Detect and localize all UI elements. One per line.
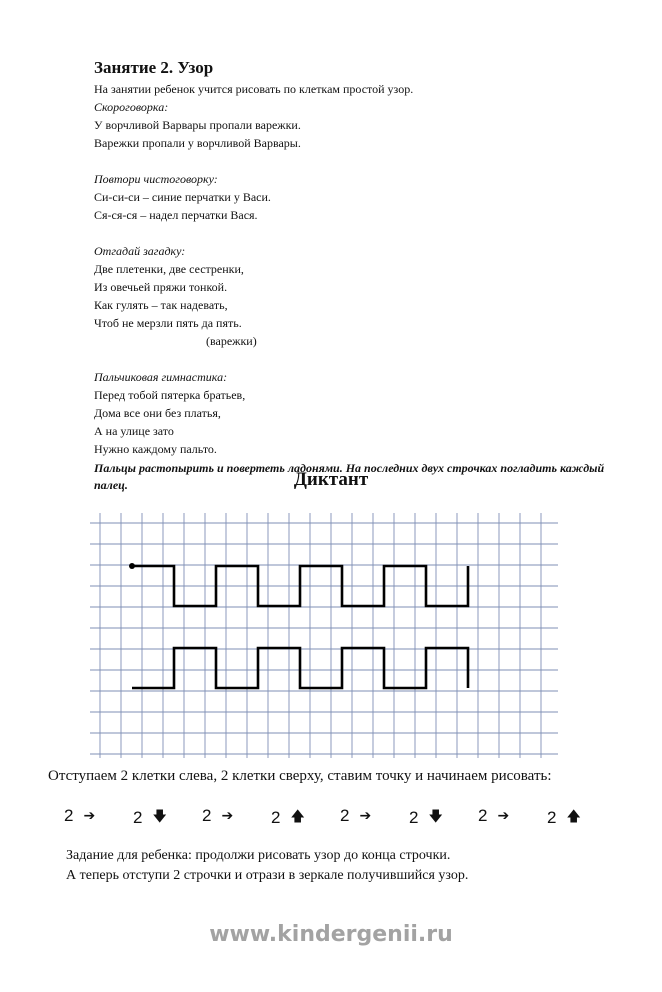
finger-gym-line: Перед тобой пятерка братьев, [94,388,246,402]
tongue-twister-line: Варежки пропали у ворчливой Варвары. [94,136,301,150]
lesson-title: Занятие 2. Узор [94,58,214,77]
step-count: 2 [547,808,557,827]
riddle-line: Две плетенки, две сестренки, [94,262,244,276]
site-url: www.kindergenii.ru [209,922,453,947]
step-item [271,806,305,830]
pattern-line-bottom [132,648,468,688]
dictation-instruction: Отступаем 2 клетки слева, 2 клетки сверху, ставим точку и начинаем рисовать: [48,768,552,784]
spacer [94,152,634,170]
step-item [133,806,167,830]
riddle-line: Как гулять – так надевать, [94,298,228,312]
step-item [409,806,443,830]
step-count: 2 [64,806,74,825]
pure-phrase-line: Си-си-си – синие перчатки у Васи. [94,190,271,204]
step-sequence [64,806,604,828]
step-count: 2 [133,808,143,827]
step-count: 2 [478,806,488,825]
riddle-line: Чтоб не мерзли пять да пять. [94,316,242,330]
spacer [94,350,634,368]
step-item [547,806,581,830]
task-line: Задание для ребенка: продолжи рисовать узор до конца строчки. [66,848,451,863]
step-count: 2 [340,806,350,825]
grid-lines [90,513,558,758]
arrow-right-icon: ➔ [359,808,372,824]
arrow-right-icon: ➔ [83,808,96,824]
step-item [340,806,371,826]
arrow-down-icon: 🡇 [152,809,167,825]
arrow-right-icon: ➔ [497,808,510,824]
finger-gym-line: Нужно каждому пальто. [94,442,217,456]
tongue-twister-line: У ворчливой Варвары пропали варежки. [94,118,301,132]
arrow-up-icon: 🡅 [566,809,581,825]
finger-gym-line: Дома все они без платья, [94,406,221,420]
finger-gym-line: А на улице зато [94,424,174,438]
riddle-heading: Отгадай загадку: [94,244,186,258]
pure-phrase-heading: Повтори чистоговорку: [94,172,218,186]
graph-paper-grid [88,508,558,758]
tongue-twister-heading: Скороговорка: [94,100,169,114]
riddle-line: Из овечьей пряжи тонкой. [94,280,228,294]
spacer [94,224,634,242]
step-count: 2 [202,806,212,825]
arrow-right-icon: ➔ [221,808,234,824]
finger-gym-heading: Пальчиковая гимнастика: [94,370,228,384]
step-item [202,806,233,826]
lesson-intro: На занятии ребенок учится рисовать по клеткам простой узор. [94,82,414,96]
arrow-up-icon: 🡅 [290,809,305,825]
step-count: 2 [271,808,281,827]
step-item [478,806,509,826]
task-line: А теперь отступи 2 строчки и отрази в зеркале получившийся узор. [66,868,469,883]
start-dot [129,563,135,569]
pure-phrase-line: Ся-ся-ся – надел перчатки Вася. [94,208,258,222]
lesson-text [94,80,634,494]
step-count: 2 [409,808,419,827]
arrow-down-icon: 🡇 [428,809,443,825]
riddle-answer: (варежки) [206,334,257,348]
step-item [64,806,95,826]
finger-gym-instruction: Пальцы растопырить и повертеть ладонями. На последних двух строчках погладить каждый палец. [94,461,605,492]
child-task [66,846,468,886]
dictation-title: Диктант [293,469,369,490]
